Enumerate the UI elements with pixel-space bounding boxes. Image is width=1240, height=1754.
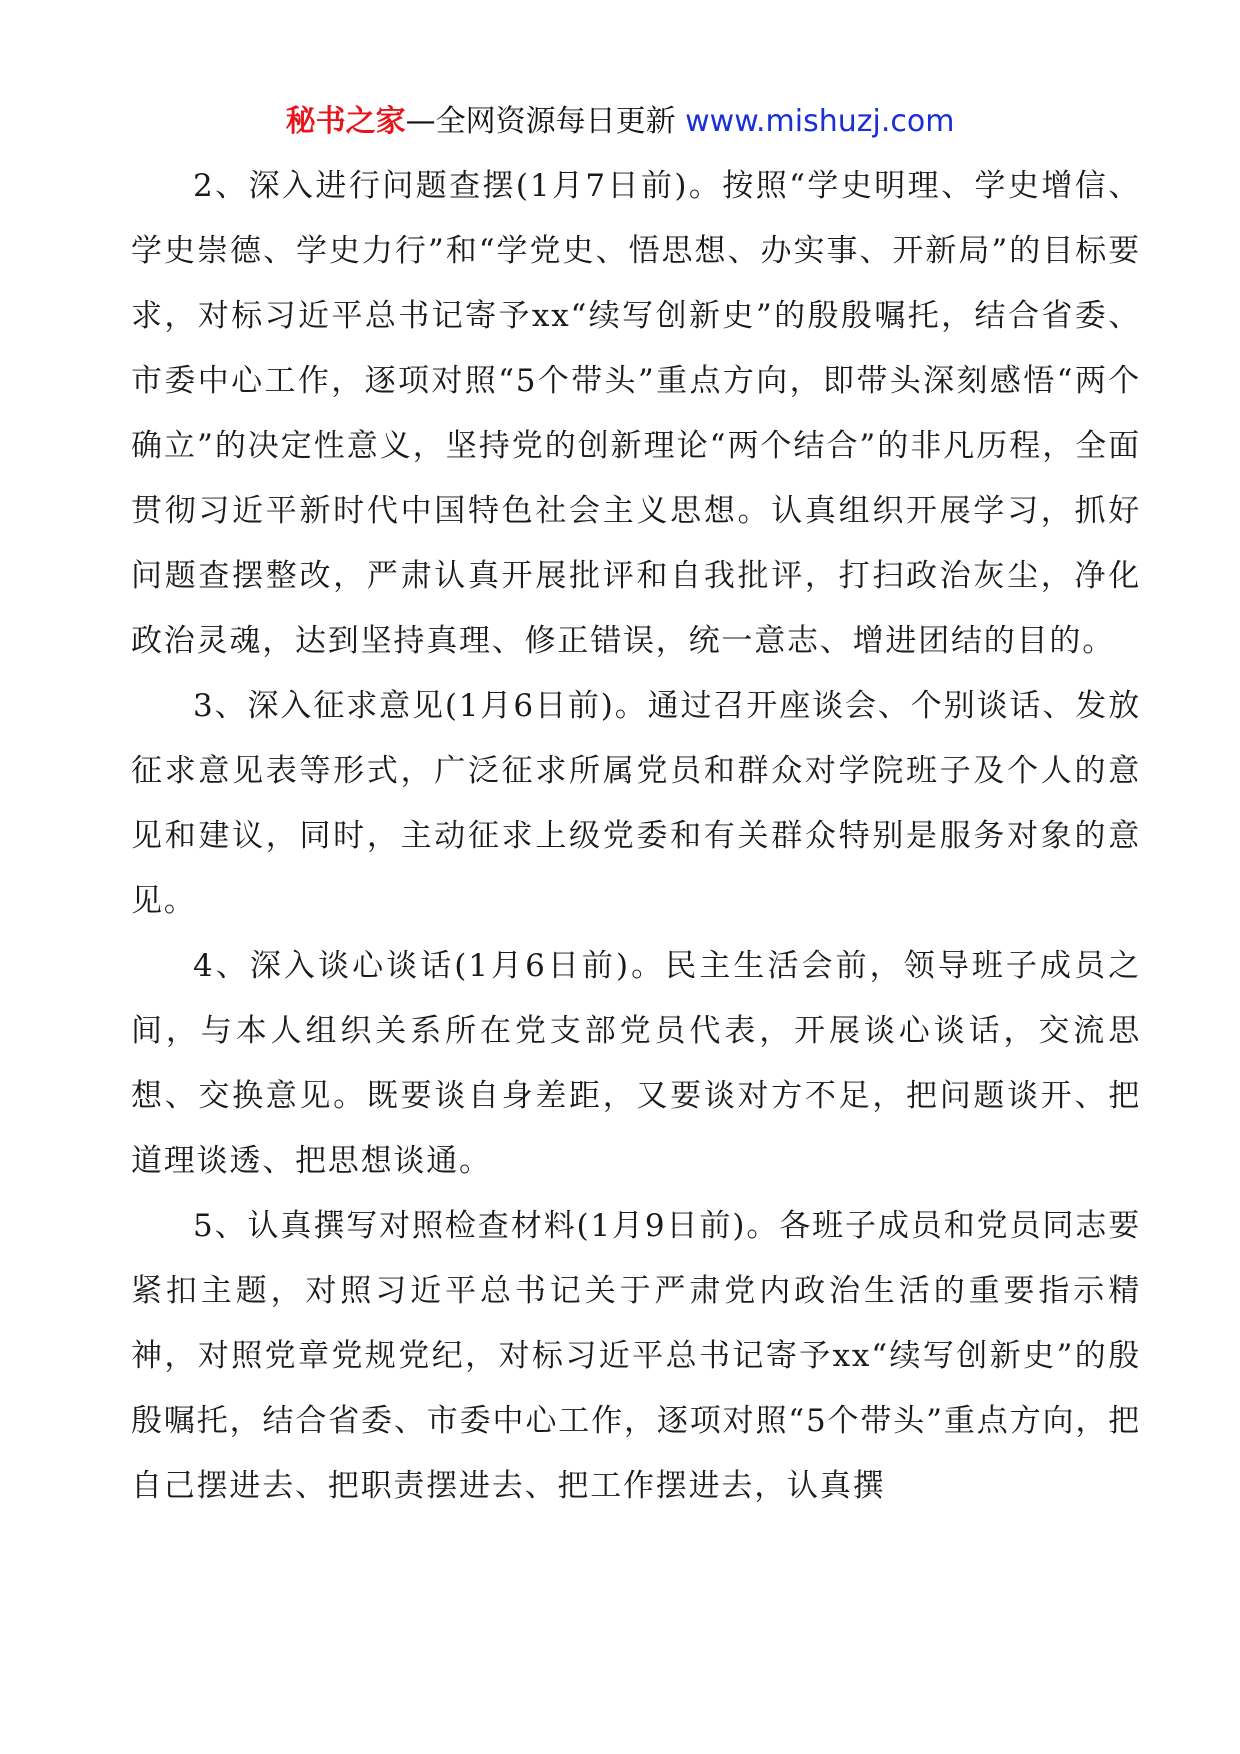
header-brand: 秘书之家 (285, 104, 406, 139)
paragraph-item-3: 3、深入征求意见(1月6日前)。通过召开座谈会、个别谈话、发放征求意见表等形式，广泛征求所属党员和群众对学院班子及个人的意见和建议，同时，主动征求上级党委和有关群众特别是服务对象的意见。 (131, 688, 1141, 919)
header-url[interactable]: www.mishuzj.com (685, 104, 955, 139)
header-slogan: —全网资源每日更新 (405, 104, 686, 139)
paragraph-item-4: 4、深入谈心谈话(1月6日前)。民主生活会前，领导班子成员之间，与本人组织关系所在党支部党员代表，开展谈心谈话，交流思想、交换意见。既要谈自身差距，又要谈对方不足，把问题谈开、把道理谈透、把思想谈通。 (131, 948, 1141, 1179)
document-body (131, 154, 1141, 1519)
paragraph-item-2: 2、深入进行问题查摆(1月7日前)。按照“学史明理、学史增信、学史崇德、学史力行”和“学党史、悟思想、办实事、开新局”的目标要求，对标习近平总书记寄予xx“续写创新史”的殷殷嘱托，结合省委、市委中心工作，逐项对照“5个带头”重点方向，即带头深刻感悟“两个确立”的决定性意义，坚持党的创新理论“两个结合”的非凡历程，全面贯彻习近平新时代中国特色社会主义思想。认真组织开展学习，抓好问题查摆整改，严肃认真开展批评和自我批评，打扫政治灰尘，净化政治灵魂，达到坚持真理、修正错误，统一意志、增进团结的目的。 (131, 168, 1141, 659)
watermark-header (0, 100, 1240, 144)
paragraph-item-5: 5、认真撰写对照检查材料(1月9日前)。各班子成员和党员同志要紧扣主题，对照习近平总书记关于严肃党内政治生活的重要指示精神，对照党章党规党纪，对标习近平总书记寄予xx“续写创新史”的殷殷嘱托，结合省委、市委中心工作，逐项对照“5个带头”重点方向，把自己摆进去、把职责摆进去、把工作摆进去，认真撰 (131, 1208, 1141, 1504)
